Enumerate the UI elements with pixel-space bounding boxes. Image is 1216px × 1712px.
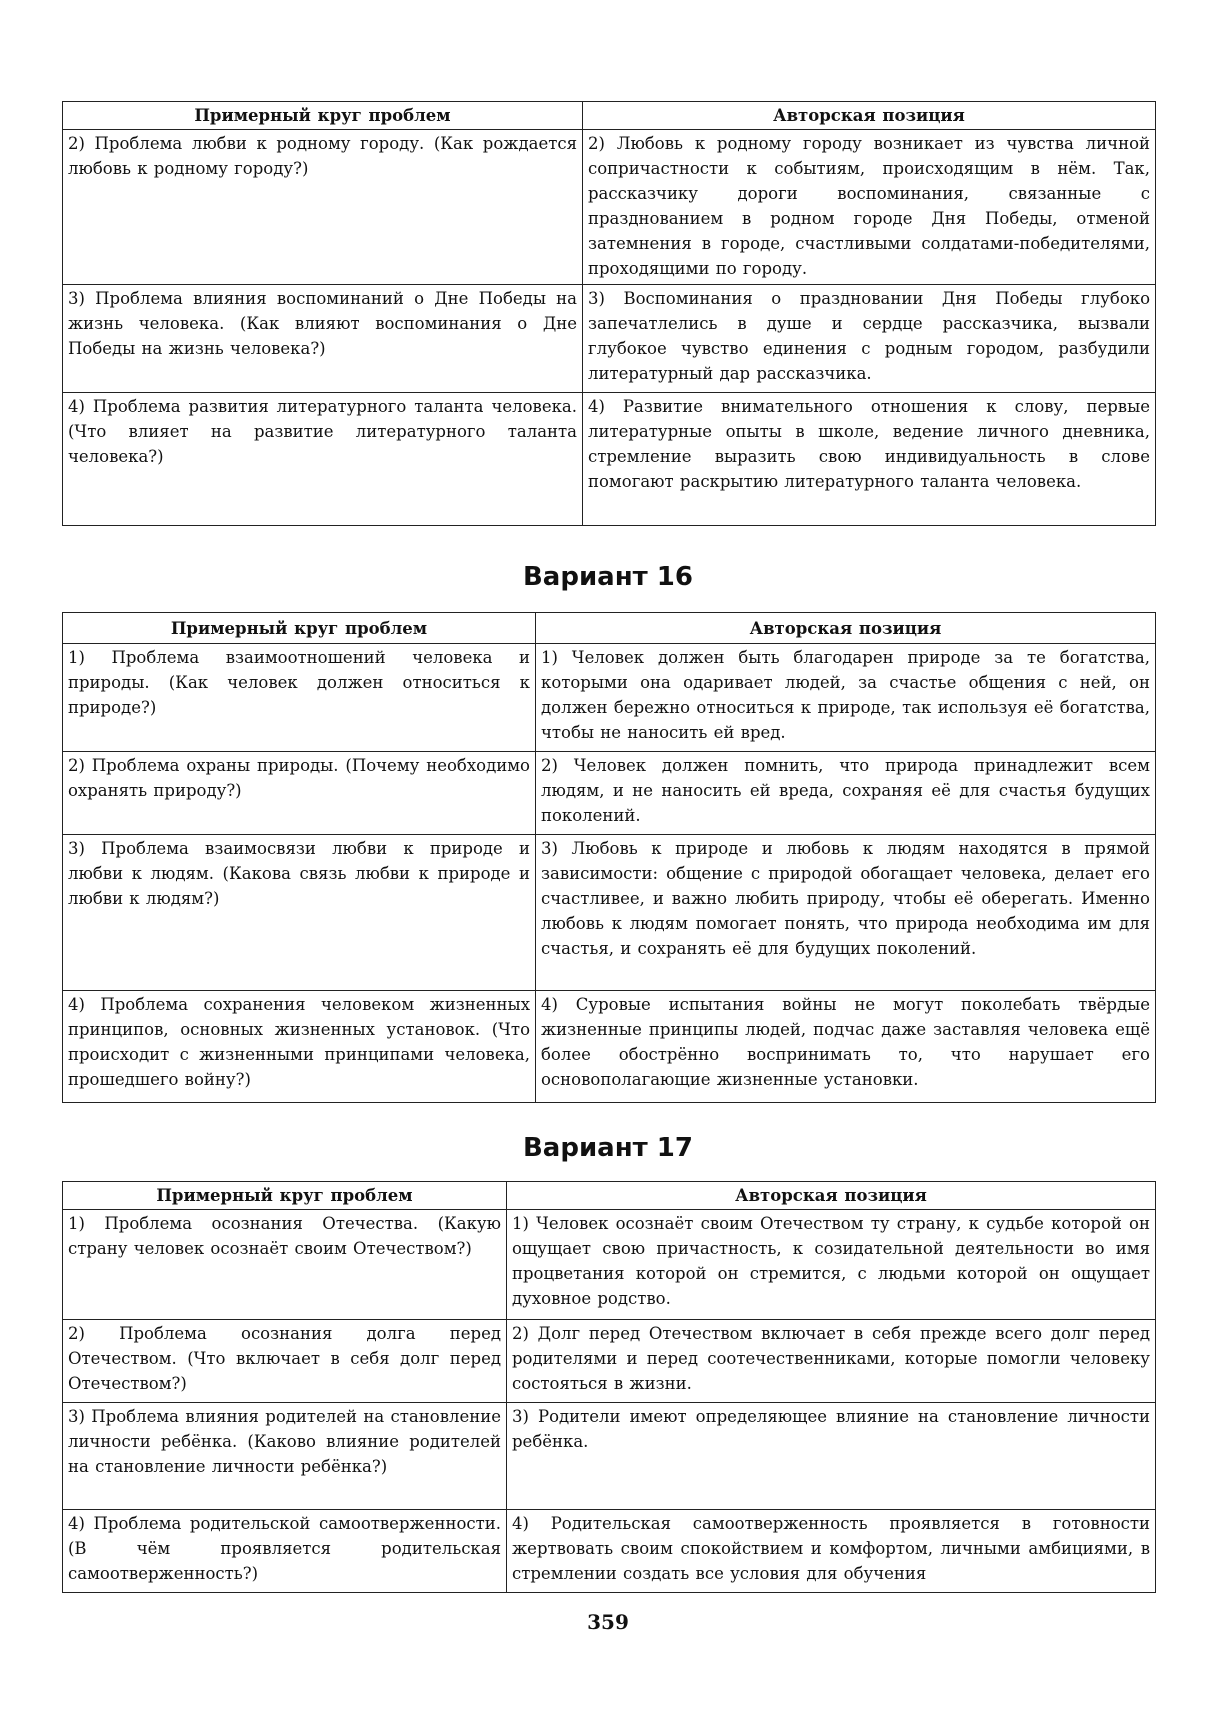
header-position: Авторская позиция	[536, 613, 1156, 644]
position-cell: 4) Суровые испытания войны не могут поколебать твёрдые жизненные принципы людей, подчас даже заставляя человека ещё более обострённо воспринимать то, что нарушает его основополагающие жизненные установки.	[536, 991, 1156, 1103]
position-cell: 3) Любовь к природе и любовь к людям находятся в прямой зависимости: общение с природой обогащает человека, делает его счастливее, и важно любить природу, чтобы её оберегать. Именно любовь к людям помогает понять, что природа необходима им для счастья, и сохранять её для будущих поколений.	[536, 835, 1156, 991]
position-cell: 3) Воспоминания о праздновании Дня Победы глубоко запечатлелись в душе и сердце рассказчика, вызвали глубокое чувство единения с родным городом, разбудили литературный дар рассказчика.	[583, 285, 1156, 393]
table-top	[62, 101, 1156, 526]
problem-cell: 2) Проблема осознания долга перед Отечеством. (Что включает в себя долг перед Отечеством?)	[63, 1320, 507, 1403]
position-cell: 2) Любовь к родному городу возникает из чувства личной сопричастности к событиям, происходящим в нём. Так, рассказчику дороги воспоминания, связанные с празднованием в родном городе Дня Победы, отменой затемнения в городе, счастливыми солдатами-победителями, проходящими по городу.	[583, 130, 1156, 285]
problem-cell: 1) Проблема взаимоотношений человека и природы. (Как человек должен относиться к природе?)	[63, 644, 536, 752]
table-row	[63, 752, 1156, 835]
problem-cell: 4) Проблема сохранения человеком жизненных принципов, основных жизненных установок. (Что происходит с жизненными принципами человека, прошедшего войну?)	[63, 991, 536, 1103]
problem-cell: 3) Проблема влияния воспоминаний о Дне Победы на жизнь человека. (Как влияют воспоминания о Дне Победы на жизнь человека?)	[63, 285, 583, 393]
table-variant-16	[62, 612, 1156, 1103]
table-header	[63, 613, 1156, 644]
problem-cell: 3) Проблема взаимосвязи любви к природе и любви к людям. (Какова связь любви к природе и любви к людям?)	[63, 835, 536, 991]
table-row	[63, 644, 1156, 752]
table-header	[63, 1182, 1156, 1210]
position-cell: 1) Человек должен быть благодарен природе за те богатства, которыми она одаривает людей, за счастье общения с ней, он должен бережно относиться к природе, так используя её богатства, чтобы не наносить ей вред.	[536, 644, 1156, 752]
table-row	[63, 130, 1156, 285]
position-cell: 4) Развитие внимательного отношения к слову, первые литературные опыты в школе, ведение личного дневника, стремление выразить свою индивидуальность в слове помогают раскрытию литературного таланта человека.	[583, 393, 1156, 526]
problem-cell: 2) Проблема любви к родному городу. (Как рождается любовь к родному городу?)	[63, 130, 583, 285]
position-cell: 4) Родительская самоотверженность проявляется в готовности жертвовать своим спокойствием и комфортом, личными амбициями, в стремлении создать все условия для обучения	[507, 1510, 1156, 1593]
header-problems: Примерный круг проблем	[63, 102, 583, 130]
problem-cell: 4) Проблема родительской самоотверженности. (В чём проявляется родительская самоотверженность?)	[63, 1510, 507, 1593]
table-header	[63, 102, 1156, 130]
table-variant-17	[62, 1181, 1156, 1593]
table-row	[63, 393, 1156, 526]
problem-cell: 2) Проблема охраны природы. (Почему необходимо охранять природу?)	[63, 752, 536, 835]
variant-16-title: Вариант 16	[522, 562, 693, 592]
position-cell: 2) Долг перед Отечеством включает в себя прежде всего долг перед родителями и перед соотечественниками, которые помогли человеку состояться в жизни.	[507, 1320, 1156, 1403]
position-cell: 3) Родители имеют определяющее влияние на становление личности ребёнка.	[507, 1403, 1156, 1510]
table-row	[63, 1403, 1156, 1510]
page-number: 359	[587, 1610, 629, 1634]
table-row	[63, 285, 1156, 393]
problem-cell: 1) Проблема осознания Отечества. (Какую страну человек осознаёт своим Отечеством?)	[63, 1210, 507, 1320]
position-cell: 2) Человек должен помнить, что природа принадлежит всем людям, и не наносить ей вреда, сохраняя её для счастья будущих поколений.	[536, 752, 1156, 835]
table-row	[63, 1510, 1156, 1593]
header-problems: Примерный круг проблем	[63, 613, 536, 644]
table-row	[63, 991, 1156, 1103]
problem-cell: 4) Проблема развития литературного таланта человека. (Что влияет на развитие литературного таланта человека?)	[63, 393, 583, 526]
problem-cell: 3) Проблема влияния родителей на становление личности ребёнка. (Каково влияние родителей на становление личности ребёнка?)	[63, 1403, 507, 1510]
variant-17-title: Вариант 17	[522, 1133, 693, 1163]
table-row	[63, 1210, 1156, 1320]
header-position: Авторская позиция	[583, 102, 1156, 130]
header-problems: Примерный круг проблем	[63, 1182, 507, 1210]
header-position: Авторская позиция	[507, 1182, 1156, 1210]
table-row	[63, 835, 1156, 991]
position-cell: 1) Человек осознаёт своим Отечеством ту страну, к судьбе которой он ощущает свою причастность, к созидательной деятельности во имя процветания которой он стремится, с людьми которой он ощущает духовное родство.	[507, 1210, 1156, 1320]
table-row	[63, 1320, 1156, 1403]
